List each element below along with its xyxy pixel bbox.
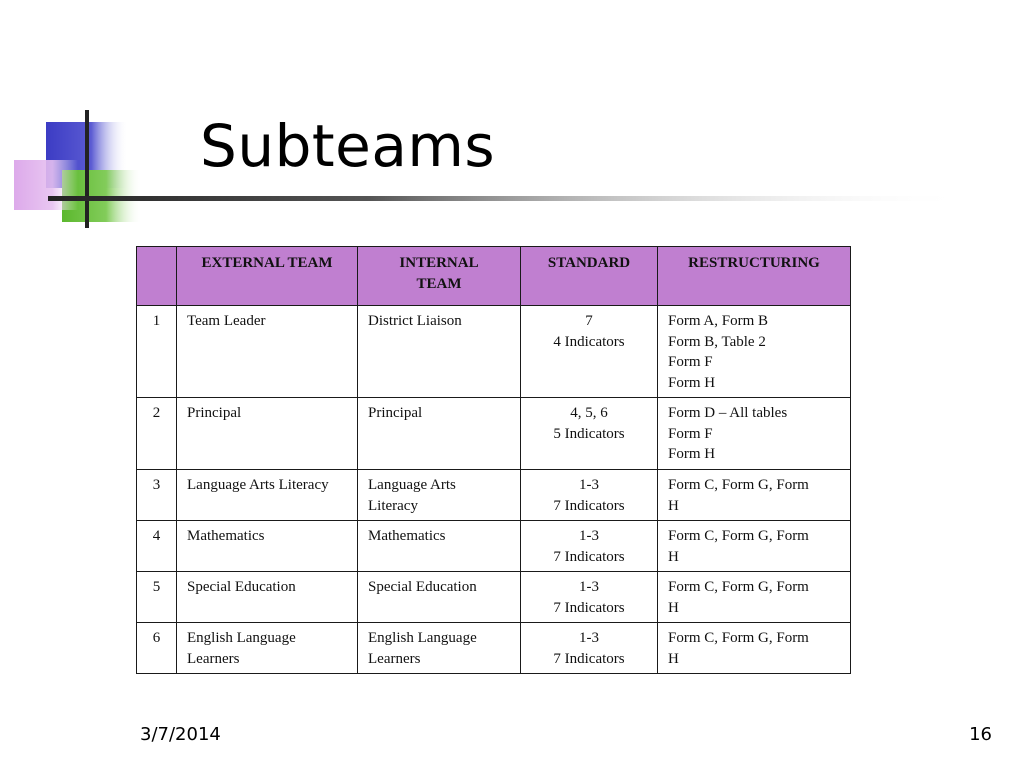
row-number: 1: [137, 306, 177, 398]
standard-cell: 1-3 7 Indicators: [521, 521, 658, 572]
title-underline: [48, 196, 968, 201]
internal-team-cell: Principal: [358, 398, 521, 470]
internal-team-cell: Special Education: [358, 572, 521, 623]
restructuring-cell: Form C, Form G, Form H: [658, 521, 851, 572]
external-team-cell: Principal: [177, 398, 358, 470]
restructuring-cell: Form C, Form G, Form H: [658, 623, 851, 674]
slide-title: Subteams: [200, 112, 496, 180]
green-square: [62, 170, 142, 222]
row-number: 3: [137, 470, 177, 521]
row-number: 5: [137, 572, 177, 623]
page-number: 16: [969, 724, 992, 745]
internal-team-cell: Language Arts Literacy: [358, 470, 521, 521]
external-team-cell: Language Arts Literacy: [177, 470, 358, 521]
table-row: [137, 623, 851, 674]
standard-cell: 1-3 7 Indicators: [521, 572, 658, 623]
external-team-cell: Mathematics: [177, 521, 358, 572]
vertical-rule: [85, 110, 89, 228]
row-number: 4: [137, 521, 177, 572]
standard-cell: 7 4 Indicators: [521, 306, 658, 398]
row-number: 6: [137, 623, 177, 674]
external-team-cell: Team Leader: [177, 306, 358, 398]
header-external-team: EXTERNAL TEAM: [177, 247, 358, 306]
restructuring-cell: Form C, Form G, Form H: [658, 470, 851, 521]
table-row: [137, 398, 851, 470]
restructuring-cell: Form A, Form B Form B, Table 2 Form F Form H: [658, 306, 851, 398]
standard-cell: 1-3 7 Indicators: [521, 470, 658, 521]
standard-cell: 4, 5, 6 5 Indicators: [521, 398, 658, 470]
footer-date: 3/7/2014: [140, 724, 221, 745]
internal-team-cell: District Liaison: [358, 306, 521, 398]
external-team-cell: Special Education: [177, 572, 358, 623]
header-standard: STANDARD: [521, 247, 658, 306]
external-team-cell: English Language Learners: [177, 623, 358, 674]
row-number: 2: [137, 398, 177, 470]
header-number: [137, 247, 177, 306]
standard-cell: 1-3 7 Indicators: [521, 623, 658, 674]
internal-team-cell: English Language Learners: [358, 623, 521, 674]
table-row: [137, 306, 851, 398]
header-internal-team: INTERNAL TEAM: [358, 247, 521, 306]
internal-team-cell: Mathematics: [358, 521, 521, 572]
table-row: [137, 470, 851, 521]
subteams-table: [136, 246, 851, 674]
header-restructuring: RESTRUCTURING: [658, 247, 851, 306]
table-header-row: [137, 247, 851, 306]
restructuring-cell: Form D – All tables Form F Form H: [658, 398, 851, 470]
restructuring-cell: Form C, Form G, Form H: [658, 572, 851, 623]
corner-decoration: [0, 0, 1024, 240]
table-row: [137, 572, 851, 623]
pink-square: [14, 160, 78, 210]
table-row: [137, 521, 851, 572]
blue-square: [46, 122, 128, 188]
